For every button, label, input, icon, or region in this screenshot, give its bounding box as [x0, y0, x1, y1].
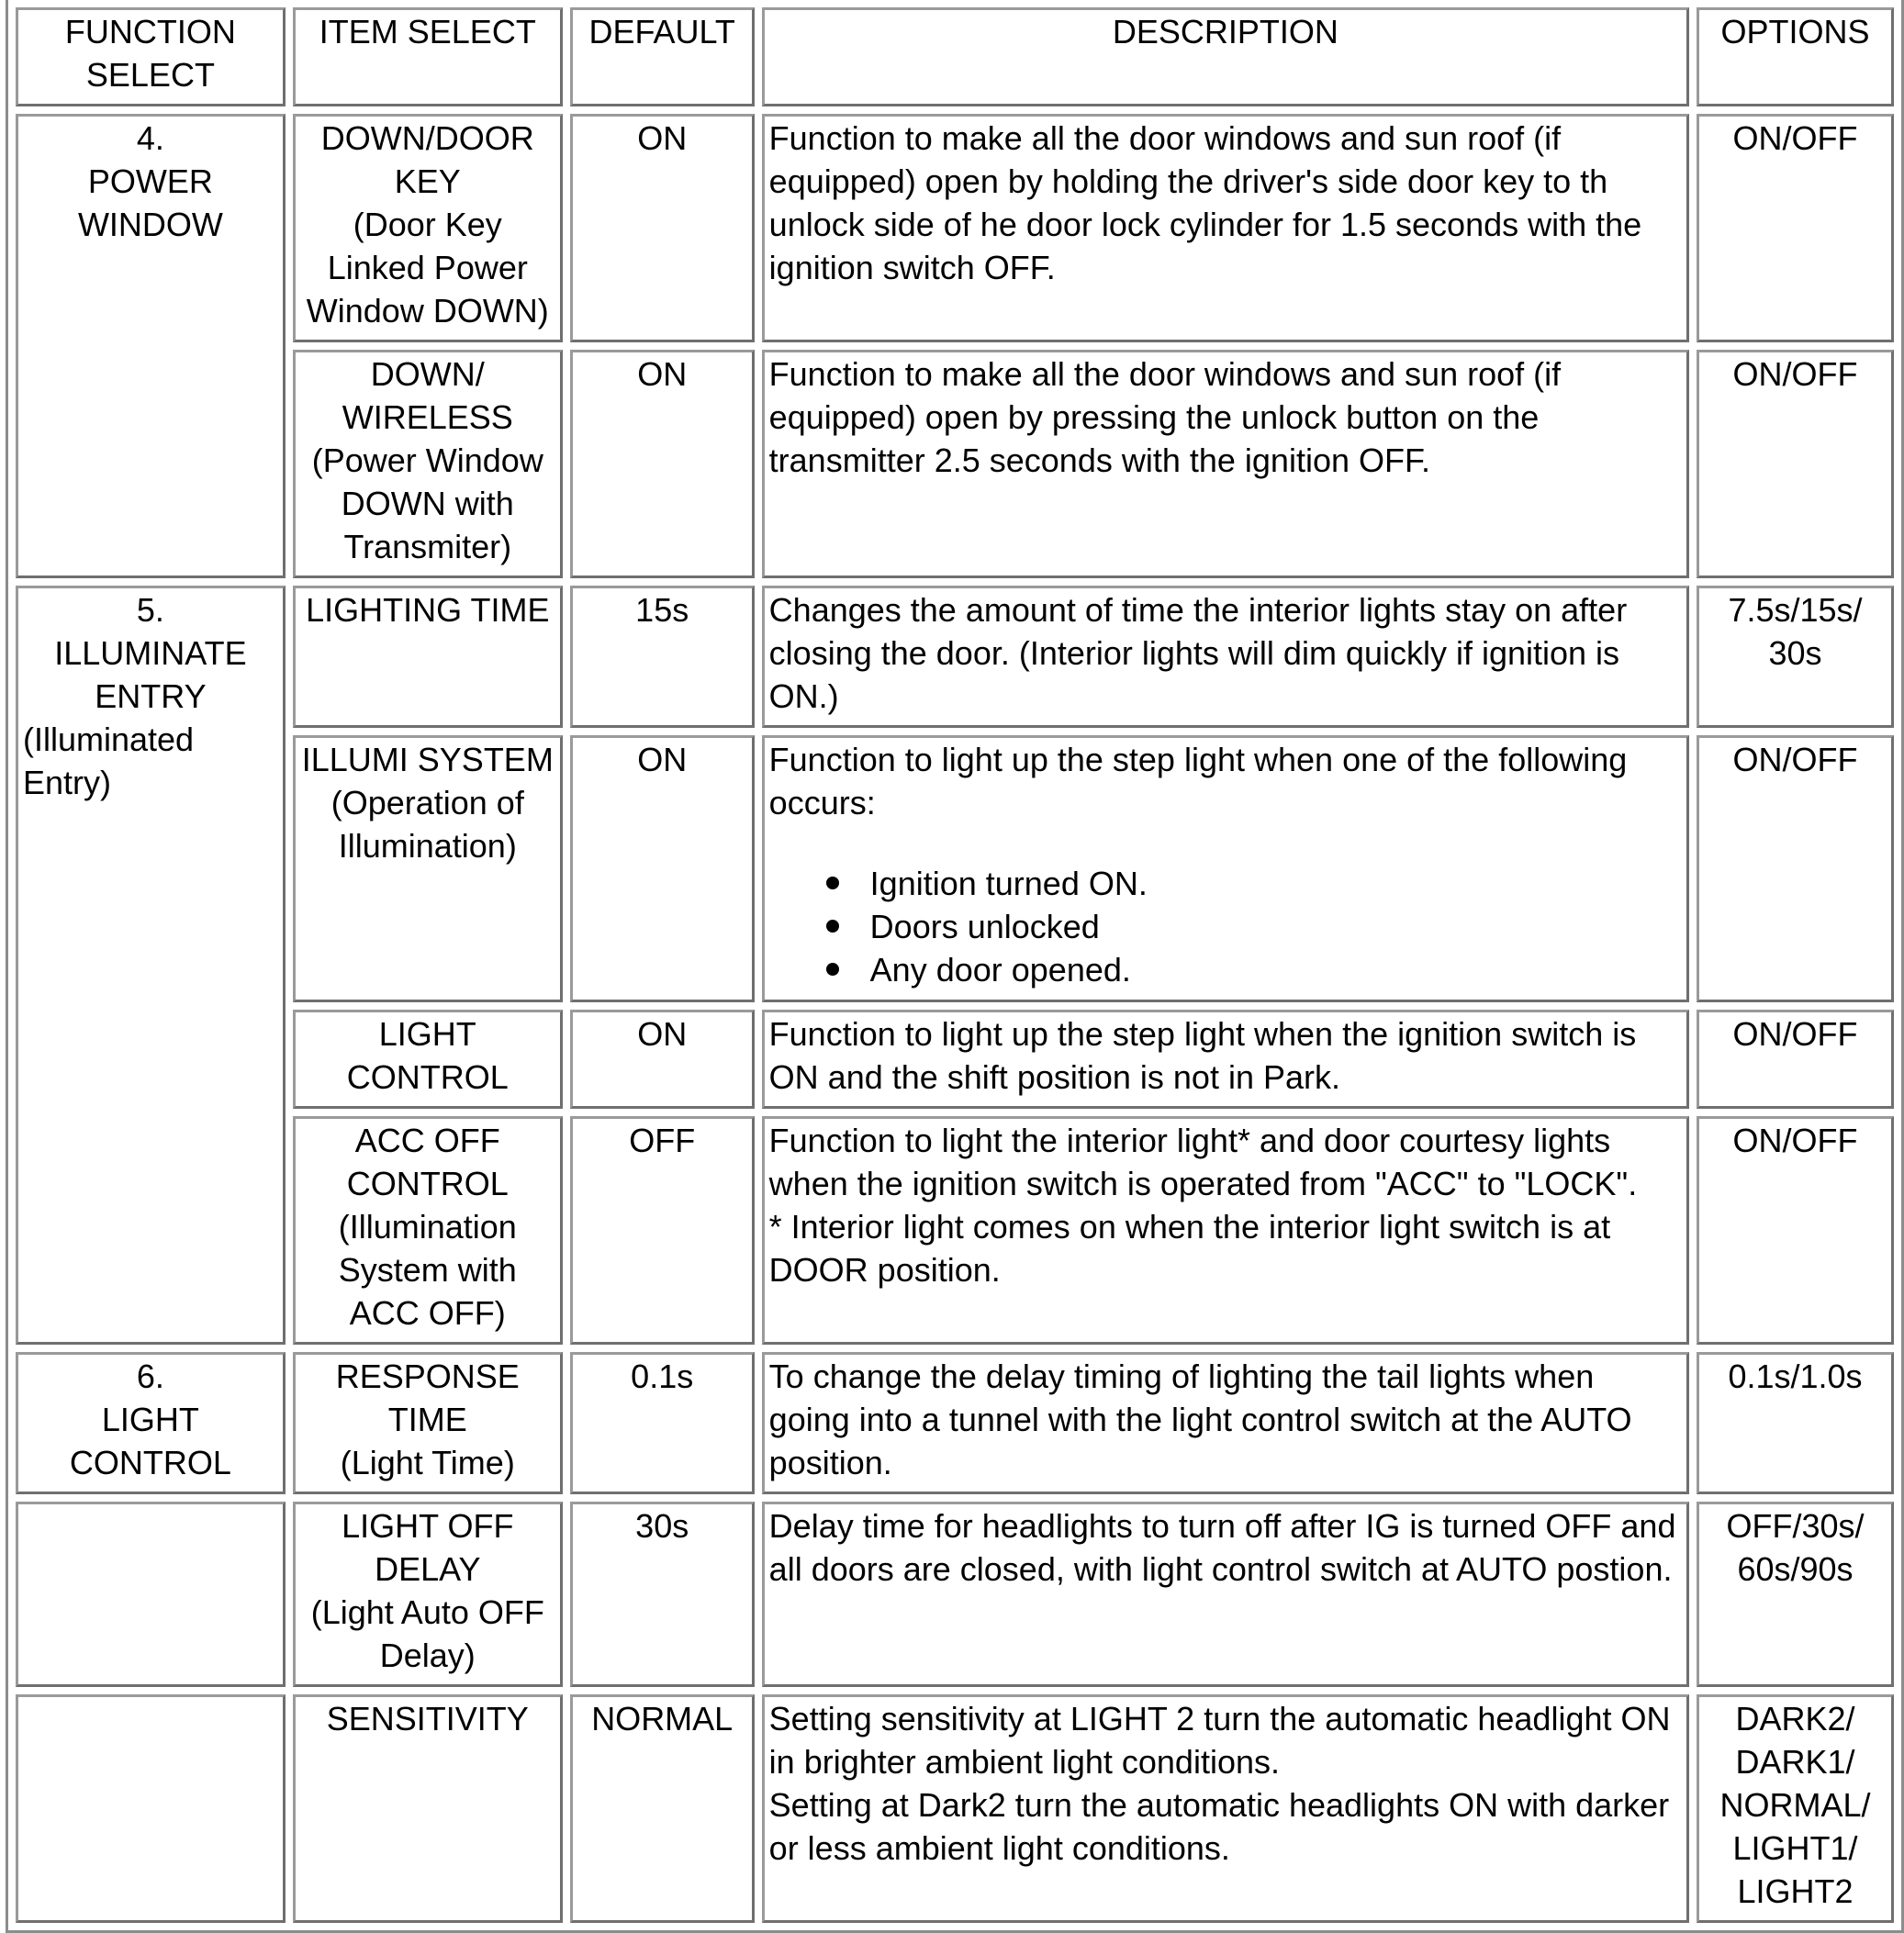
table-row	[16, 114, 1894, 342]
description-cell: Function to make all the door windows and sun roof (if equipped) open by pressing the unlock button on the transmitter 2.5 seconds with the ignition OFF.	[762, 350, 1689, 578]
description-cell: Function to light up the step light when the ignition switch is ON and the shift position is not in Park.	[762, 1010, 1689, 1109]
header-item-select: ITEM SELECT	[293, 7, 563, 106]
group-number: 6.	[136, 1358, 164, 1395]
item-sublabel: (Illumination System with ACC OFF)	[338, 1208, 517, 1332]
options-value: 7.5s/15s/ 30s	[1697, 586, 1894, 728]
options-value: ON/OFF	[1697, 114, 1894, 342]
group-name: ILLUMINATE ENTRY	[54, 634, 247, 715]
bullet-icon	[826, 877, 839, 889]
customization-table	[6, 0, 1904, 1933]
item-label: DOWN/DOOR KEY	[320, 119, 534, 200]
item-label: ILLUMI SYSTEM	[301, 741, 554, 778]
description-cell: To change the delay timing of lighting the tail lights when going into a tunnel with the light control switch at the AUTO position.	[762, 1352, 1689, 1494]
spec-table-wrapper	[6, 0, 1904, 1933]
default-value: 15s	[570, 586, 755, 728]
table-row	[16, 1116, 1894, 1345]
group-name: LIGHT CONTROL	[69, 1401, 231, 1481]
default-value: 0.1s	[570, 1352, 755, 1494]
table-row	[16, 1352, 1894, 1494]
list-item-text: Ignition turned ON.	[869, 865, 1148, 902]
default-value: NORMAL	[570, 1694, 755, 1923]
options-value: OFF/30s/ 60s/90s	[1697, 1502, 1894, 1687]
header-row	[16, 7, 1894, 106]
group-empty-cell	[16, 1694, 286, 1923]
item-label: LIGHT OFF DELAY	[342, 1507, 514, 1588]
group-number: 5.	[136, 591, 164, 629]
item-sublabel: (Power Window DOWN with Transmiter)	[311, 441, 543, 565]
group-power-window	[16, 114, 286, 578]
table-row	[16, 586, 1894, 728]
table-row	[16, 1502, 1894, 1687]
table-row	[16, 1010, 1894, 1109]
description-text: Function to light the interior light* and door courtesy lights when the ignition switch is operated from "ACC" to "LOCK".	[768, 1122, 1638, 1202]
description-text: Function to light up the step light when one of the following occurs:	[768, 741, 1628, 821]
description-note: * Interior light comes on when the interior light switch is at DOOR position.	[768, 1208, 1611, 1289]
list-item-text: Any door opened.	[869, 951, 1131, 989]
condition-list	[769, 862, 1682, 991]
group-light-control	[16, 1352, 286, 1494]
list-item	[870, 948, 1682, 991]
table-row	[16, 1694, 1894, 1923]
list-item	[870, 862, 1682, 905]
item-light-control: LIGHT CONTROL	[293, 1010, 563, 1109]
item-down-door-key	[293, 114, 563, 342]
item-down-wireless	[293, 350, 563, 578]
item-sensitivity: SENSITIVITY	[293, 1694, 563, 1923]
item-light-off-delay	[293, 1502, 563, 1687]
default-value: OFF	[570, 1116, 755, 1345]
item-label: ACC OFF CONTROL	[346, 1122, 509, 1202]
default-value: ON	[570, 735, 755, 1002]
item-sublabel: (Operation of Illumination)	[330, 784, 524, 865]
description-cell	[762, 1694, 1689, 1923]
list-item-text: Doors unlocked	[869, 908, 1100, 945]
header-function-select: FUNCTION SELECT	[16, 7, 286, 106]
item-label: DOWN/ WIRELESS	[342, 355, 513, 436]
group-number: 4.	[136, 119, 164, 157]
default-value: 30s	[570, 1502, 755, 1687]
bullet-icon	[826, 920, 839, 933]
item-sublabel: (Door Key Linked Power Window DOWN)	[306, 206, 549, 330]
options-value: 0.1s/1.0s	[1697, 1352, 1894, 1494]
default-value: ON	[570, 114, 755, 342]
group-empty-cell	[16, 1502, 286, 1687]
item-acc-off-control	[293, 1116, 563, 1345]
item-sublabel: (Light Auto OFF Delay)	[310, 1593, 544, 1674]
description-note: Setting at Dark2 turn the automatic headlights ON with darker or less ambient light conditions.	[768, 1786, 1670, 1867]
default-value: ON	[570, 1010, 755, 1109]
table-row	[16, 350, 1894, 578]
description-cell	[762, 1116, 1689, 1345]
item-response-time	[293, 1352, 563, 1494]
group-subname: (Illuminated Entry)	[23, 721, 195, 801]
group-illuminate-entry	[16, 586, 286, 1345]
description-text: Setting sensitivity at LIGHT 2 turn the automatic headlight ON in brighter ambient light conditions.	[768, 1700, 1671, 1781]
header-default: DEFAULT	[570, 7, 755, 106]
options-value: ON/OFF	[1697, 350, 1894, 578]
item-label: RESPONSE TIME	[335, 1358, 520, 1438]
options-value: ON/OFF	[1697, 735, 1894, 1002]
options-value: ON/OFF	[1697, 1116, 1894, 1345]
header-description: DESCRIPTION	[762, 7, 1689, 106]
item-sublabel: (Light Time)	[340, 1444, 515, 1481]
default-value: ON	[570, 350, 755, 578]
description-cell: Changes the amount of time the interior lights stay on after closing the door. (Interior lights will dim quickly if ignition is ON.)	[762, 586, 1689, 728]
options-value: DARK2/ DARK1/ NORMAL/ LIGHT1/ LIGHT2	[1697, 1694, 1894, 1923]
description-cell: Delay time for headlights to turn off after IG is turned OFF and all doors are closed, with light control switch at AUTO postion.	[762, 1502, 1689, 1687]
table-row	[16, 735, 1894, 1002]
item-illumi-system	[293, 735, 563, 1002]
bullet-icon	[826, 963, 839, 976]
item-lighting-time: LIGHTING TIME	[293, 586, 563, 728]
options-value: ON/OFF	[1697, 1010, 1894, 1109]
list-item	[870, 905, 1682, 948]
description-cell	[762, 735, 1689, 1002]
group-name: POWER WINDOW	[77, 162, 223, 243]
description-cell: Function to make all the door windows and sun roof (if equipped) open by holding the driver's side door key to th unlock side of he door lock cylinder for 1.5 seconds with the ignition switch OFF.	[762, 114, 1689, 342]
header-options: OPTIONS	[1697, 7, 1894, 106]
